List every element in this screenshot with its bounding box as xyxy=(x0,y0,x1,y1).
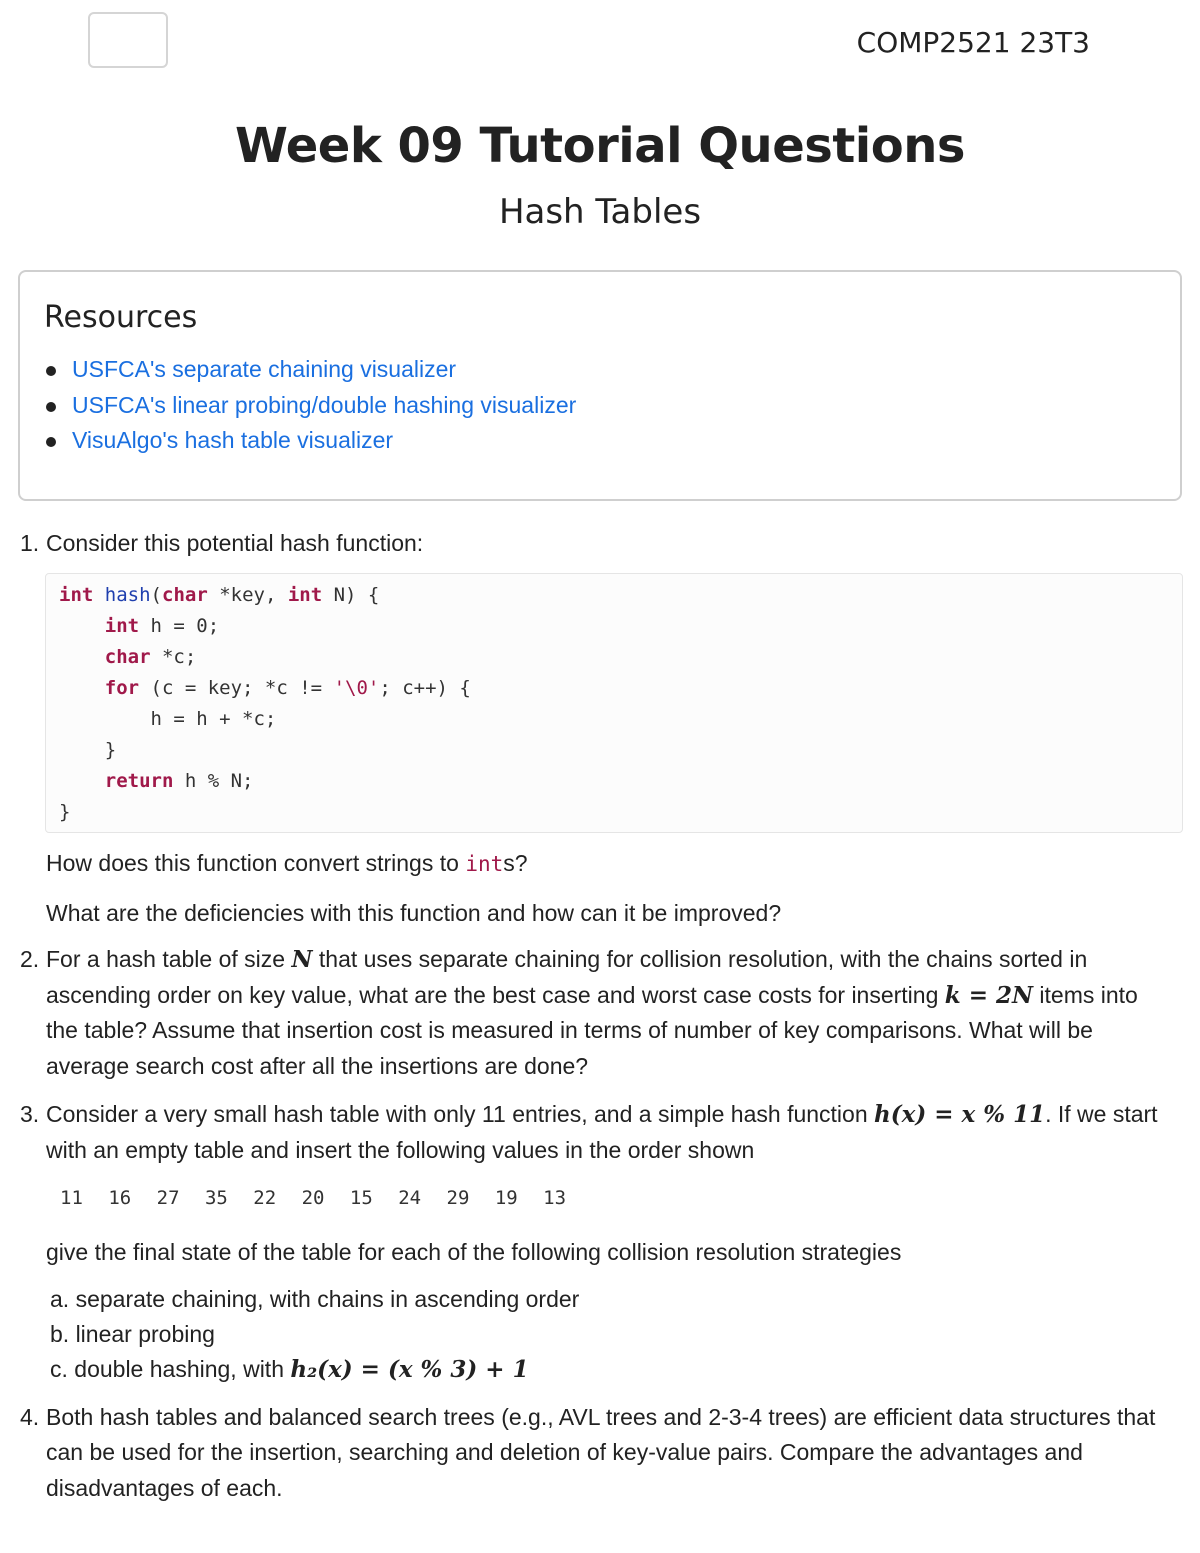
code-line: char *c; xyxy=(104,646,197,668)
course-code: COMP2521 23T3 xyxy=(856,26,1090,59)
math-expression: N xyxy=(291,946,313,973)
question-2-line: ascending order on key value, what are the best case and worst case costs for inserting k = 2N items into xyxy=(46,982,1138,1009)
resources-list xyxy=(44,352,576,459)
question-1-paragraph-2: What are the deficiencies with this function and how can it be improved? xyxy=(46,900,782,926)
resources-heading: Resources xyxy=(44,300,198,335)
insert-values: 11 16 27 35 22 20 15 24 29 19 13 xyxy=(60,1187,567,1209)
question-4-number: 4. xyxy=(20,1404,40,1430)
question-3-strategies-intro: give the final state of the table for each of the following collision resolution strategies xyxy=(46,1239,902,1265)
code-block xyxy=(45,573,1183,833)
page-title: Week 09 Tutorial Questions xyxy=(235,118,965,174)
resource-link-separate-chaining[interactable]: USFCA's separate chaining visualizer xyxy=(72,356,457,382)
question-4-line: Both hash tables and balanced search trees (e.g., AVL trees and 2-3-4 trees) are efficient data structures that xyxy=(46,1404,1156,1430)
list-item xyxy=(44,423,576,459)
question-1-paragraph-1: How does this function convert strings to ints? xyxy=(46,850,528,876)
question-4-line: disadvantages of each. xyxy=(46,1475,283,1501)
question-2-number: 2. xyxy=(20,946,40,972)
code-line: int h = 0; xyxy=(104,615,220,637)
question-1-number: 1. xyxy=(20,530,40,556)
code-line: } xyxy=(59,801,71,823)
resources-panel xyxy=(18,270,1182,501)
logo-placeholder[interactable] xyxy=(88,12,168,68)
math-expression: h(x) = x % 11 xyxy=(874,1101,1046,1128)
code-line: return h % N; xyxy=(104,770,254,792)
resource-link-visualgo[interactable]: VisuAlgo's hash table visualizer xyxy=(72,427,394,453)
list-item xyxy=(44,352,576,388)
inline-code: int xyxy=(465,852,504,876)
strategy-option-a: a. separate chaining, with chains in ascending order xyxy=(50,1286,580,1312)
strategy-option-b: b. linear probing xyxy=(50,1321,215,1347)
code-line: h = h + *c; xyxy=(59,708,277,730)
question-2-line: For a hash table of size N that uses separate chaining for collision resolution, with the chains sorted in xyxy=(46,946,1088,973)
question-3-number: 3. xyxy=(20,1101,40,1127)
strategy-option-c: c. double hashing, with h₂(x) = (x % 3) + 1 xyxy=(50,1356,529,1383)
question-2-line: the table? Assume that insertion cost is measured in terms of number of key comparisons. What will be xyxy=(46,1017,1093,1043)
question-1-intro: Consider this potential hash function: xyxy=(46,530,424,556)
math-expression: h₂(x) = (x % 3) + 1 xyxy=(290,1356,529,1383)
code-line: int hash(char *key, int N) { xyxy=(59,584,380,606)
question-3-line: with an empty table and insert the following values in the order shown xyxy=(46,1137,755,1163)
question-4-line: can be used for the insertion, searching and deletion of key-value pairs. Compare the advantages and xyxy=(46,1439,1083,1465)
question-2-line: average search cost after all the insertions are done? xyxy=(46,1053,589,1079)
code-line: for (c = key; *c != '\0'; c++) { xyxy=(104,677,471,699)
header xyxy=(0,0,1200,90)
list-item xyxy=(44,388,576,424)
question-3-line: Consider a very small hash table with only 11 entries, and a simple hash function h(x) = x % 11. If we start xyxy=(46,1101,1158,1128)
code-line: } xyxy=(59,739,117,761)
math-expression: k = 2N xyxy=(944,982,1034,1009)
resource-link-linear-probing[interactable]: USFCA's linear probing/double hashing visualizer xyxy=(72,391,577,418)
page-subtitle: Hash Tables xyxy=(498,192,702,232)
